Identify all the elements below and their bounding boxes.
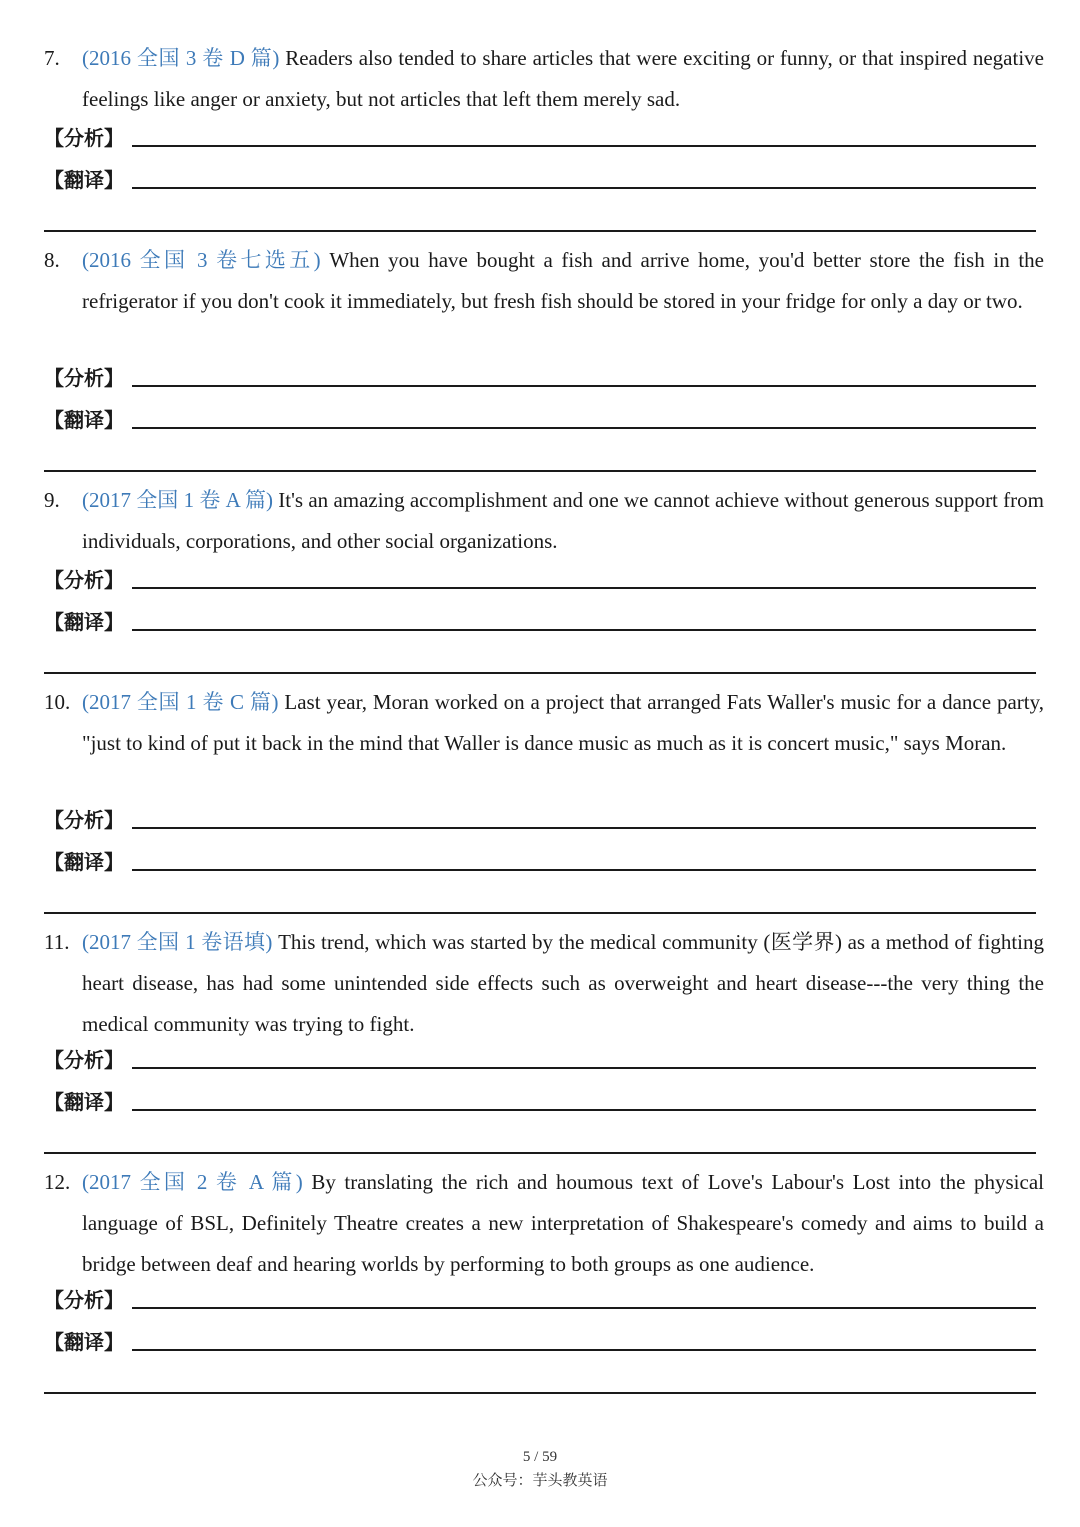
analysis-row bbox=[44, 1285, 1036, 1315]
translation-row bbox=[44, 847, 1036, 877]
question-source: (2017 全国 1 卷 A 篇) bbox=[82, 488, 273, 512]
analysis-label: 【分析】 bbox=[44, 366, 124, 390]
translation-extra-line[interactable] bbox=[44, 470, 1036, 472]
question-source: (2016 全国 3 卷七选五) bbox=[82, 248, 321, 272]
analysis-row bbox=[44, 565, 1036, 595]
question-text bbox=[82, 1162, 1044, 1285]
translation-answer-line[interactable] bbox=[132, 869, 1036, 871]
analysis-row bbox=[44, 805, 1036, 835]
analysis-answer-line[interactable] bbox=[132, 587, 1036, 589]
question-number: 10. bbox=[44, 690, 71, 714]
question-sentence: By translating the rich and houmous text of Love's Labour's Lost into the physical language of BSL, Definitely Theatre creates a new interpretation of Shakespeare's comedy and aims to build a bridge between deaf and hearing worlds by performing to both groups as one audience. bbox=[82, 1170, 1044, 1276]
analysis-label: 【分析】 bbox=[44, 808, 124, 832]
question-number: 9. bbox=[44, 488, 60, 512]
translation-extra-line[interactable] bbox=[44, 1392, 1036, 1394]
question-text bbox=[82, 480, 1044, 562]
translation-extra-line[interactable] bbox=[44, 912, 1036, 914]
question-sentence: This trend, which was started by the medical community (医学界) as a method of fighting heart disease, has had some unintended side effects such as overweight and heart disease---the very thing the medical community was trying to fight. bbox=[82, 930, 1044, 1036]
translation-answer-line[interactable] bbox=[132, 187, 1036, 189]
analysis-label: 【分析】 bbox=[44, 568, 124, 592]
translation-answer-line[interactable] bbox=[132, 1349, 1036, 1351]
analysis-answer-line[interactable] bbox=[132, 1067, 1036, 1069]
question-source: (2017 全国 2 卷 A 篇) bbox=[82, 1170, 303, 1194]
analysis-label: 【分析】 bbox=[44, 126, 124, 150]
analysis-label: 【分析】 bbox=[44, 1288, 124, 1312]
question-number: 7. bbox=[44, 46, 60, 70]
translation-label: 【翻译】 bbox=[44, 408, 124, 432]
translation-extra-line[interactable] bbox=[44, 672, 1036, 674]
translation-extra-line[interactable] bbox=[44, 230, 1036, 232]
question-number: 8. bbox=[44, 248, 60, 272]
translation-answer-line[interactable] bbox=[132, 1109, 1036, 1111]
question-source: (2016 全国 3 卷 D 篇) bbox=[82, 46, 280, 70]
question-source: (2017 全国 1 卷语填) bbox=[82, 930, 273, 954]
translation-answer-line[interactable] bbox=[132, 629, 1036, 631]
translation-extra-line[interactable] bbox=[44, 1152, 1036, 1154]
question-text bbox=[82, 922, 1044, 1045]
footer-account: 公众号：芋头教英语 bbox=[472, 1473, 608, 1489]
question-number: 12. bbox=[44, 1170, 71, 1194]
analysis-answer-line[interactable] bbox=[132, 385, 1036, 387]
translation-label: 【翻译】 bbox=[44, 1090, 124, 1114]
translation-row bbox=[44, 1087, 1036, 1117]
analysis-answer-line[interactable] bbox=[132, 145, 1036, 147]
translation-label: 【翻译】 bbox=[44, 850, 124, 874]
question-text bbox=[82, 240, 1044, 322]
translation-row bbox=[44, 405, 1036, 435]
translation-label: 【翻译】 bbox=[44, 1330, 124, 1354]
analysis-answer-line[interactable] bbox=[132, 827, 1036, 829]
question-source: (2017 全国 1 卷 C 篇) bbox=[82, 690, 279, 714]
question-sentence: Readers also tended to share articles that were exciting or funny, or that inspired negative feelings like anger or anxiety, but not articles that left them merely sad. bbox=[82, 46, 1044, 111]
question-text bbox=[82, 682, 1044, 764]
translation-label: 【翻译】 bbox=[44, 168, 124, 192]
question-sentence: Last year, Moran worked on a project that arranged Fats Waller's music for a dance party, "just to kind of put it back in the mind that Waller is dance music as much as it is concert music," says Moran. bbox=[82, 690, 1044, 755]
translation-answer-line[interactable] bbox=[132, 427, 1036, 429]
question-text bbox=[82, 38, 1044, 120]
question-number: 11. bbox=[44, 930, 70, 954]
translation-row bbox=[44, 165, 1036, 195]
analysis-row bbox=[44, 1045, 1036, 1075]
translation-label: 【翻译】 bbox=[44, 610, 124, 634]
analysis-answer-line[interactable] bbox=[132, 1307, 1036, 1309]
translation-row bbox=[44, 607, 1036, 637]
analysis-row bbox=[44, 363, 1036, 393]
question-sentence: It's an amazing accomplishment and one we cannot achieve without generous support from individuals, corporations, and other social organizations. bbox=[82, 488, 1044, 553]
question-sentence: When you have bought a fish and arrive home, you'd better store the fish in the refrigerator if you don't cook it immediately, but fresh fish should be stored in your fridge for only a day or two. bbox=[82, 248, 1044, 313]
page-number: 5 / 59 bbox=[522, 1449, 558, 1465]
analysis-row bbox=[44, 123, 1036, 153]
analysis-label: 【分析】 bbox=[44, 1048, 124, 1072]
translation-row bbox=[44, 1327, 1036, 1357]
